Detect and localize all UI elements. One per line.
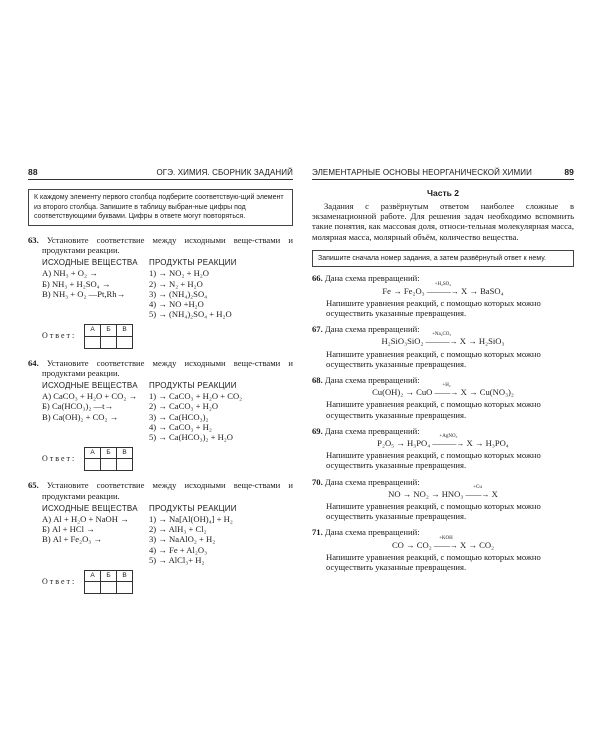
product-5: 5) → Ca(HCO₃)₂ + H₂O bbox=[149, 432, 234, 443]
answer-label: Ответ: bbox=[42, 331, 77, 341]
answer-letter-b: Б bbox=[101, 571, 117, 582]
matching-columns bbox=[28, 258, 293, 319]
answer-letter-c: В bbox=[117, 571, 133, 582]
product-5: 5) → (NH₄)₂SO₄ + H₂O bbox=[149, 309, 232, 320]
reactant-b: Б) Al + HCl → bbox=[42, 524, 95, 535]
reactants-heading: ИСХОДНЫЕ ВЕЩЕСТВА bbox=[42, 258, 138, 268]
task-66 bbox=[312, 273, 574, 318]
task-instruction: Напишите уравнения реакций, с помощью которых можно осуществить указанные превращения. bbox=[326, 348, 541, 369]
answer-letter-a: А bbox=[85, 325, 101, 336]
left-page bbox=[28, 167, 293, 594]
answer-row bbox=[28, 324, 293, 348]
matching-columns bbox=[28, 381, 293, 442]
product-3: 3) → NaAlO₂ + H₂ bbox=[149, 534, 216, 545]
reagent-arrow: +H₂ ——→ bbox=[434, 383, 459, 398]
answer-letter-a: А bbox=[85, 571, 101, 582]
reactant-a: А) NH₃ + O₂ → bbox=[42, 268, 98, 279]
task-prompt: Дана схема превращений: bbox=[324, 476, 420, 487]
answer-table bbox=[84, 447, 133, 471]
answer-label: Ответ: bbox=[42, 454, 77, 464]
answer-letter-b: Б bbox=[101, 448, 117, 459]
task-64 bbox=[28, 358, 293, 472]
running-title: ЭЛЕМЕНТАРНЫЕ ОСНОВЫ НЕОРГАНИЧЕСКОЙ ХИМИИ bbox=[312, 168, 532, 177]
reactant-a: А) Al + H₂O + NaOH → bbox=[42, 514, 129, 525]
task-instruction: Напишите уравнения реакций, с помощью которых можно осуществить указанные превращения. bbox=[326, 450, 541, 471]
right-page bbox=[312, 167, 574, 572]
task-instruction: Напишите уравнения реакций, с помощью которых можно осуществить указанные превращения. bbox=[326, 551, 541, 573]
task-number: 69. bbox=[312, 425, 323, 436]
task-instruction: Напишите уравнения реакций, с помощью которых можно осуществить указанные превращения. bbox=[326, 501, 541, 522]
task-number: 70. bbox=[312, 476, 323, 487]
task-prompt: Дана схема превращений: bbox=[324, 324, 420, 335]
products-heading: ПРОДУКТЫ РЕАКЦИИ bbox=[149, 503, 237, 513]
right-page-header bbox=[312, 167, 574, 180]
reactant-a: А) CaCO₃ + H₂O + CO₂ → bbox=[42, 391, 138, 402]
task-70 bbox=[312, 477, 574, 522]
scheme-start: H₂SiO₃SiO₂ bbox=[381, 336, 426, 347]
scheme-start: CO → CO₂ bbox=[391, 539, 434, 550]
left-page-header bbox=[28, 167, 293, 180]
task-69 bbox=[312, 426, 574, 471]
scheme-end: X → BaSO₄ bbox=[458, 285, 504, 296]
reactant-b: Б) NH₃ + H₂SO₄ → bbox=[42, 278, 111, 289]
answer-letter-a: А bbox=[85, 448, 101, 459]
answer-table bbox=[84, 324, 133, 348]
task-number: 67. bbox=[312, 324, 323, 335]
product-1: 1) → CaCO₃ + H₂O + CO₂ bbox=[149, 391, 243, 402]
scheme-start: P₂O₅ → H₃PO₄ bbox=[377, 438, 433, 449]
reactant-c: В) Ca(OH)₂ + CO₂ → bbox=[42, 411, 119, 422]
task-number: 68. bbox=[312, 375, 323, 386]
task-text: Установите соответствие между исходными веще-ствами и продуктами реакции. bbox=[42, 234, 293, 255]
transformation-scheme bbox=[312, 484, 574, 500]
task-65 bbox=[28, 480, 293, 594]
scheme-start: NO → NO₂ → HNO₃ bbox=[388, 488, 466, 499]
scheme-end: X → CO₂ bbox=[457, 539, 495, 550]
task-number: 71. bbox=[312, 527, 323, 538]
task-stem bbox=[28, 358, 293, 378]
answer-cell-c[interactable] bbox=[117, 459, 133, 471]
task-text: Установите соответствие между исходными веще-ствами и продуктами реакции. bbox=[42, 480, 293, 501]
task-instruction: Напишите уравнения реакций, с помощью которых можно осуществить указанные превращения. bbox=[326, 297, 541, 319]
answer-table bbox=[84, 570, 133, 594]
product-3: 3) → Ca(HCO₃)₂ bbox=[149, 411, 209, 422]
scheme-end: X → Cu(NO₃)₂ bbox=[458, 387, 514, 398]
task-number: 65. bbox=[28, 480, 39, 491]
answer-cell-c[interactable] bbox=[117, 582, 133, 594]
task-prompt: Дана схема превращений: bbox=[324, 527, 420, 538]
reagent-arrow: +Cu ——→ bbox=[465, 484, 490, 499]
product-1: 1) → Na[Al(OH)₄] + H₂ bbox=[149, 514, 233, 525]
task-prompt: Дана схема превращений: bbox=[324, 375, 420, 386]
product-4: 4) → NO +H₂O bbox=[149, 299, 204, 309]
reactant-b: Б) Ca(HCO₃)₂ —t→ bbox=[42, 401, 114, 412]
task-text: Установите соответствие между исходными веще-ствами и продуктами реакции. bbox=[42, 357, 293, 378]
scheme-end: X → H₂SiO₃ bbox=[457, 336, 505, 347]
product-5: 5) → AlCl₃+ H₂ bbox=[149, 554, 205, 565]
reagent-arrow: +H₂SO₄ ———→ bbox=[426, 281, 459, 296]
task-stem bbox=[28, 235, 293, 255]
answer-cell-b[interactable] bbox=[101, 459, 117, 471]
reagent-label: +Na₂CO₃ bbox=[432, 332, 452, 338]
reactants-heading: ИСХОДНЫЕ ВЕЩЕСТВА bbox=[42, 381, 138, 391]
matching-columns bbox=[28, 504, 293, 565]
running-title: ОГЭ. ХИМИЯ. СБОРНИК ЗАДАНИЙ bbox=[156, 168, 293, 177]
page-number: 89 bbox=[564, 167, 574, 177]
answer-letter-c: В bbox=[117, 325, 133, 336]
answer-row bbox=[28, 570, 293, 594]
answer-letter-c: В bbox=[117, 448, 133, 459]
reagent-arrow: +Na₂CO₃ ———→ bbox=[425, 332, 458, 347]
scheme-start: Cu(OH)₂ → CuO bbox=[372, 387, 435, 398]
part-title: Часть 2 bbox=[427, 188, 459, 198]
answer-cell-a[interactable] bbox=[85, 582, 101, 594]
task-68 bbox=[312, 375, 574, 420]
reagent-label: +KOH bbox=[439, 535, 453, 541]
task-71 bbox=[312, 527, 574, 572]
products-heading: ПРОДУКТЫ РЕАКЦИИ bbox=[149, 381, 237, 391]
task-stem bbox=[28, 480, 293, 500]
transformation-scheme bbox=[312, 281, 574, 297]
reagent-arrow: +KOH ——→ bbox=[433, 535, 458, 550]
answer-note-box: Запишите сначала номер задания, а затем развёрнутый ответ к нему. bbox=[312, 250, 574, 268]
product-2: 2) → CaCO₃ + H₂O bbox=[149, 401, 219, 412]
product-2: 2) → AlH₃ + Cl₂ bbox=[149, 524, 207, 535]
reactant-c: В) Al + Fe₂O₃ → bbox=[42, 534, 103, 545]
answer-cell-b[interactable] bbox=[101, 336, 117, 348]
transformation-scheme bbox=[312, 434, 574, 449]
products-heading: ПРОДУКТЫ РЕАКЦИИ bbox=[149, 258, 237, 268]
answer-cell-c[interactable] bbox=[117, 336, 133, 348]
task-prompt: Дана схема превращений: bbox=[324, 425, 420, 436]
product-2: 2) → N₂ + H₂O bbox=[149, 278, 203, 289]
task-number: 66. bbox=[312, 273, 323, 284]
reactants-heading: ИСХОДНЫЕ ВЕЩЕСТВА bbox=[42, 503, 138, 513]
reagent-label: +Cu bbox=[473, 484, 482, 490]
reagent-label: +H₂SO₄ bbox=[434, 281, 451, 287]
task-number: 64. bbox=[28, 357, 39, 368]
product-1: 1) → NO₂ + H₂O bbox=[149, 268, 210, 279]
transformation-scheme bbox=[312, 332, 574, 347]
answer-label: Ответ: bbox=[42, 577, 77, 587]
product-4: 4) → Fe + Al₂O₃ bbox=[149, 544, 208, 555]
reagent-label: +AgNO₃ bbox=[439, 434, 458, 440]
transformation-scheme bbox=[312, 383, 574, 398]
product-4: 4) → CaCO₃ + H₂ bbox=[149, 421, 212, 432]
product-3: 3) → (NH₄)₂SO₄ bbox=[149, 288, 208, 299]
answer-letter-b: Б bbox=[101, 325, 117, 336]
transformation-scheme bbox=[312, 535, 574, 551]
part-intro: Задания с развёрнутым ответом наиболее сложные в экзаменационной работе. Для решения задач необходимо вспомнить такие понятия, как массовая доля, относи-тельная молекулярная масса, молярная масса, молярный объём, количество вещества. bbox=[312, 201, 574, 242]
page-number: 88 bbox=[28, 167, 38, 177]
scheme-end: X → H₃PO₄ bbox=[464, 438, 509, 449]
reagent-label: +H₂ bbox=[442, 383, 451, 389]
task-instruction: Напишите уравнения реакций, с помощью которых можно осуществить указанные превращения. bbox=[326, 399, 541, 420]
answer-row bbox=[28, 447, 293, 471]
task-67 bbox=[312, 324, 574, 369]
answer-cell-b[interactable] bbox=[101, 582, 117, 594]
scheme-end: X bbox=[489, 488, 498, 499]
answer-cell-a[interactable] bbox=[85, 336, 101, 348]
task-63 bbox=[28, 235, 293, 349]
task-number: 63. bbox=[28, 234, 39, 245]
reagent-arrow: +AgNO₃ ———→ bbox=[432, 434, 465, 449]
answer-cell-a[interactable] bbox=[85, 459, 101, 471]
task-prompt: Дана схема превращений: bbox=[324, 273, 420, 284]
instruction-box: К каждому элементу первого столбца подберите соответствую-щий элемент из второго столбца. Запишите в таблицу выбран-ные цифры под соответствующими буквами. Цифры в ответе могут повторяться. bbox=[28, 189, 293, 226]
scheme-start: Fe → Fe₂O₃ bbox=[382, 285, 427, 296]
reactant-c: В) NH₃ + O₂ —Pt,Rh→ bbox=[42, 288, 126, 299]
